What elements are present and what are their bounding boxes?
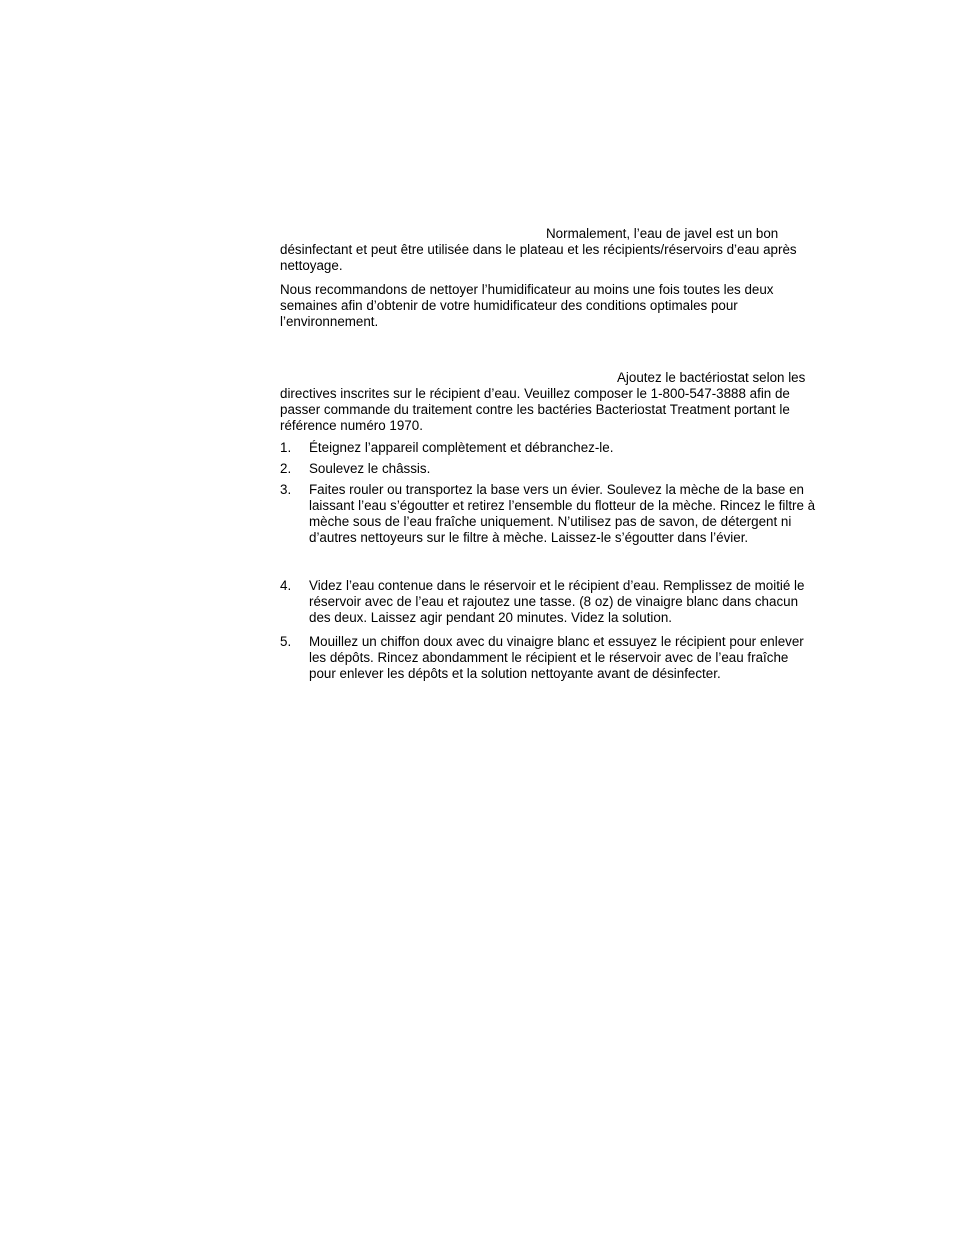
text-line: d’autres nettoyeurs sur le filtre à mèche. Laissez-le s’égoutter dans l’évier.: [309, 530, 749, 545]
step-text: [309, 440, 613, 456]
step-number: 5.: [280, 634, 292, 649]
text-line: Nous recommandons de nettoyer l’humidificateur au moins une fois toutes les deux: [280, 282, 774, 297]
text-line: pour enlever les dépôts et la solution nettoyante avant de désinfecter.: [309, 666, 721, 681]
step-text: [309, 578, 804, 626]
text-line: l’environnement.: [280, 314, 379, 329]
text-line: Soulevez le châssis.: [309, 461, 431, 476]
paragraph-bleach: [280, 226, 840, 274]
text-line: mèche sous de l’eau fraîche uniquement. N’utilisez pas de savon, de détergent ni: [309, 514, 792, 529]
paragraph-cleaning-frequency: [280, 282, 840, 330]
text-line: désinfectant et peut être utilisée dans le plateau et les récipients/réservoirs d’eau après: [280, 242, 797, 257]
text-line: Faites rouler ou transportez la base vers un évier. Soulevez la mèche de la base en: [309, 482, 804, 497]
text-line: Normalement, l’eau de javel est un bon: [546, 226, 779, 241]
text-line: Videz l’eau contenue dans le réservoir et le récipient d’eau. Remplissez de moitié le: [309, 578, 805, 593]
step-number: 1.: [280, 440, 292, 455]
step-number: 4.: [280, 578, 292, 593]
text-line: réservoir avec de l’eau et rajoutez une tasse. (8 oz) de vinaigre blanc dans chacun: [309, 594, 799, 609]
text-line: nettoyage.: [280, 258, 343, 273]
step-number: 2.: [280, 461, 292, 476]
text-line: directives inscrites sur le récipient d’eau. Veuillez composer le 1-800-547-3888 afin de: [280, 386, 790, 401]
text-line: référence numéro 1970.: [280, 418, 423, 433]
step-text: [309, 482, 815, 546]
paragraph-bacteriostat: [280, 370, 840, 434]
step-number: 3.: [280, 482, 292, 497]
text-line: les dépôts. Rincez abondamment le récipient et le réservoir avec de l’eau fraîche: [309, 650, 789, 665]
step-text: [309, 634, 804, 682]
text-line: Ajoutez le bactériostat selon les: [617, 370, 806, 385]
text-line: Éteignez l’appareil complètement et débranchez-le.: [309, 440, 614, 455]
step-text: [309, 461, 430, 477]
text-line: des deux. Laissez agir pendant 20 minutes. Videz la solution.: [309, 610, 673, 625]
text-line: semaines afin d’obtenir de votre humidificateur des conditions optimales pour: [280, 298, 738, 313]
text-line: laissant l’eau s’égoutter et retirez l’ensemble du flotteur de la mèche. Rincez le filtre à: [309, 498, 816, 513]
text-line: Mouillez un chiffon doux avec du vinaigre blanc et essuyez le récipient pour enlever: [309, 634, 804, 649]
text-line: passer commande du traitement contre les bactéries Bacteriostat Treatment portant le: [280, 402, 790, 417]
